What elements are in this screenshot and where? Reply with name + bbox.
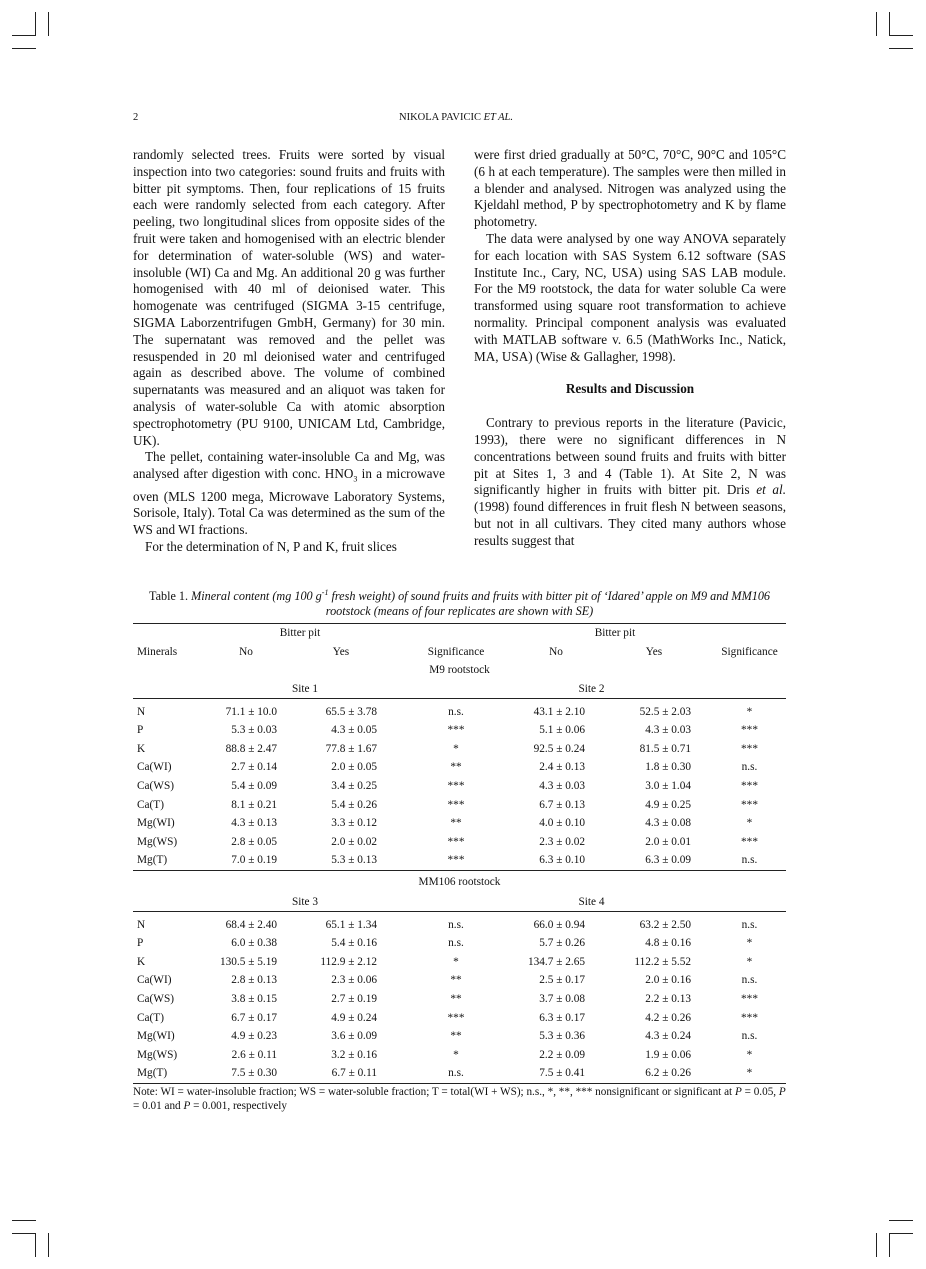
significance-cell: *: [453, 1048, 459, 1061]
yes-value-cell: 6.7 ± 0.11: [287, 1064, 395, 1083]
yes-value-cell: 5.4 ± 0.16: [331, 937, 377, 950]
no-value-cell: 6.7 ± 0.17: [231, 1011, 277, 1024]
table-row: [133, 1064, 786, 1083]
significance-cell: *: [746, 817, 753, 830]
no-value-cell: 68.4 ± 2.40: [225, 918, 277, 931]
table-row: [133, 777, 786, 796]
mineral-cell: Mg(WI): [137, 1030, 175, 1043]
table-row: [133, 795, 786, 814]
yes-value-cell: 3.2 ± 0.16: [331, 1048, 377, 1061]
no-value-cell: 134.7 ± 2.65: [527, 955, 585, 968]
significance-cell: *: [453, 742, 459, 755]
significance-cell: ***: [447, 835, 465, 848]
mineral-cell: P: [137, 937, 144, 950]
mineral-table: [133, 623, 786, 1084]
yes-value-cell: 6.3 ± 0.09: [645, 854, 691, 867]
table-row: [133, 740, 786, 759]
no-value-cell: 43.1 ± 2.10: [533, 705, 585, 718]
crop-mark: [889, 48, 913, 49]
significance-cell: ***: [447, 780, 465, 793]
paragraph-text: in a microwave oven (MLS 1200 mega, Microwave Laboratory Systems, Sorisole, Italy). Total Ca was determined as the sum of the WS and WI fractions.: [133, 466, 445, 538]
table-row: [133, 851, 786, 870]
mineral-cell: Ca(T): [137, 798, 164, 811]
no-value-cell: 5.3 ± 0.03: [231, 724, 277, 737]
table-row: [133, 915, 786, 934]
section-title: Results and Discussion: [565, 381, 695, 397]
mineral-cell: K: [137, 742, 146, 755]
no-value-cell: 2.3 ± 0.02: [539, 835, 585, 848]
yes-value-cell: 4.9 ± 0.24: [331, 1011, 377, 1024]
significance-cell: n.s.: [395, 1064, 517, 1083]
rootstock-label: M9 rootstock: [429, 664, 490, 677]
significance-cell: n.s.: [741, 974, 758, 987]
rootstock-label: MM106 rootstock: [133, 870, 786, 893]
no-value-cell: 88.8 ± 2.47: [225, 742, 277, 755]
yes-value-cell: 4.3 ± 0.03: [645, 724, 691, 737]
significance-cell: **: [450, 992, 462, 1005]
page-number: 2: [133, 112, 139, 123]
bitter-pit-header: Bitter pit: [517, 624, 713, 643]
significance-cell: n.s.: [741, 761, 758, 774]
significance-cell: ***: [447, 798, 465, 811]
no-value-cell: 7.5 ± 0.30: [205, 1064, 287, 1083]
no-value-cell: 5.4 ± 0.09: [231, 780, 277, 793]
site-label: Site 1: [205, 680, 517, 699]
caption-text: Mineral content (mg 100 g: [191, 589, 322, 604]
crop-mark: [12, 48, 36, 49]
no-value-cell: 4.3 ± 0.03: [539, 780, 585, 793]
yes-value-cell: 3.6 ± 0.09: [331, 1030, 377, 1043]
no-value-cell: 2.4 ± 0.13: [539, 761, 585, 774]
crop-mark: [12, 35, 36, 36]
site-row: [133, 893, 786, 912]
mineral-cell: P: [137, 724, 144, 737]
significance-cell: *: [746, 937, 753, 950]
table-row: [133, 971, 786, 990]
yes-value-cell: 2.0 ± 0.01: [645, 835, 691, 848]
table-note: [133, 1085, 786, 1113]
mineral-cell: Ca(WS): [137, 780, 175, 793]
yes-value-cell: 4.3 ± 0.08: [645, 817, 691, 830]
no-value-cell: 2.7 ± 0.14: [231, 761, 277, 774]
no-value-cell: 6.7 ± 0.13: [539, 798, 585, 811]
no-value-cell: 5.3 ± 0.36: [539, 1030, 585, 1043]
paragraph-text: The pellet, containing water-insoluble Ca and Mg, was analysed after digestion with conc. HNO: [133, 449, 445, 482]
running-head-author: NIKOLA PAVICIC: [399, 112, 481, 123]
mineral-cell: Ca(WS): [137, 992, 175, 1005]
table-caption: [133, 585, 786, 619]
crop-mark: [12, 1233, 36, 1234]
significance-cell: ***: [741, 724, 758, 737]
running-head: [399, 112, 513, 123]
yes-value-cell: 1.9 ± 0.06: [645, 1048, 691, 1061]
no-value-cell: 6.3 ± 0.17: [539, 1011, 585, 1024]
no-value-cell: 3.7 ± 0.08: [539, 992, 585, 1005]
note-text: = 0.05,: [741, 1086, 779, 1098]
site-label: Site 4: [517, 893, 786, 912]
yes-value-cell: 77.8 ± 1.67: [325, 742, 377, 755]
paragraph: randomly selected trees. Fruits were sorted by visual inspection into two categories: sound fruits and fruits with bitter pit symptoms. Then, four replications of 15 fruits each were randomly selected from each category. After peeling, two longitudinal slices from opposite sides of the fruit were taken and homogenised with an electric blender for determination of water-soluble (WS) and water-insoluble (WI) Ca and Mg. An additional 20 g was further homogenised with 40 ml of deionised water. This homogenate was centrifuged (SIGMA 3-15 centrifuge, SIGMA Laborzentrifugen GmbH, Germany) for 30 min. The supernatant was removed and the pellet was resuspended in 20 ml deionised water and centrifuged again as described above. The volume of combined supernatants was measured and an aliquot was taken for analysis of water-soluble Ca with atomic absorption spectrophotometry (PU 9100, UNICAM Ltd, Cambridge, UK).: [133, 147, 445, 448]
mineral-cell: N: [137, 705, 146, 718]
yes-value-cell: 3.4 ± 0.25: [331, 780, 377, 793]
yes-value-cell: 2.2 ± 0.13: [645, 992, 691, 1005]
crop-mark: [12, 1220, 36, 1221]
col-header-no: No: [239, 645, 253, 658]
site-row: [133, 680, 786, 699]
no-value-cell: 8.1 ± 0.21: [231, 798, 277, 811]
significance-cell: n.s.: [448, 705, 464, 718]
caption-superscript: -1: [321, 588, 329, 597]
col-header-significance: Significance: [427, 645, 485, 658]
significance-cell: ***: [447, 854, 465, 867]
rootstock-row: [133, 870, 786, 893]
significance-cell: ***: [741, 798, 758, 811]
significance-cell: **: [450, 974, 462, 987]
no-value-cell: 2.8 ± 0.05: [231, 835, 277, 848]
mineral-cell: Mg(WI): [137, 817, 175, 830]
crop-mark: [48, 1233, 49, 1257]
note-text: Note: WI = water-insoluble fraction; WS = water-soluble fraction; T = total(WI + WS); n.s., *, **, *** nonsignificant or significant at: [133, 1086, 735, 1098]
mineral-cell: Mg(WS): [137, 1048, 178, 1061]
no-value-cell: 2.2 ± 0.09: [539, 1048, 585, 1061]
significance-cell: ***: [741, 780, 758, 793]
yes-value-cell: 2.3 ± 0.06: [331, 974, 377, 987]
mineral-cell: Mg(WS): [137, 835, 178, 848]
yes-value-cell: 2.0 ± 0.02: [331, 835, 377, 848]
table-row: [133, 721, 786, 740]
right-column: [474, 147, 786, 550]
note-p: P: [183, 1100, 191, 1112]
no-value-cell: 2.8 ± 0.13: [231, 974, 277, 987]
crop-mark: [876, 1233, 877, 1257]
caption-label: Table 1.: [148, 589, 192, 604]
significance-cell: n.s.: [741, 918, 758, 931]
no-value-cell: 5.7 ± 0.26: [539, 937, 585, 950]
mineral-cell: Ca(WI): [137, 761, 172, 774]
col-header-yes: Yes: [645, 645, 663, 658]
crop-mark: [889, 1220, 913, 1221]
note-text: = 0.001, respectively: [190, 1100, 287, 1112]
note-p: P: [778, 1086, 786, 1098]
significance-cell: ***: [741, 742, 758, 755]
crop-mark: [889, 1233, 890, 1257]
yes-value-cell: 3.3 ± 0.12: [331, 817, 377, 830]
no-value-cell: 6.3 ± 0.10: [539, 854, 585, 867]
yes-value-cell: 2.7 ± 0.19: [331, 992, 377, 1005]
significance-cell: *: [746, 955, 753, 968]
significance-cell: n.s.: [741, 854, 758, 867]
no-value-cell: 7.0 ± 0.19: [231, 854, 277, 867]
yes-value-cell: 5.3 ± 0.13: [331, 854, 377, 867]
table-row: [133, 990, 786, 1009]
no-value-cell: 2.5 ± 0.17: [539, 974, 585, 987]
significance-cell: *: [453, 955, 459, 968]
paragraph: were first dried gradually at 50°C, 70°C, 90°C and 105°C (6 h at each temperature). The samples were then milled in a blender and analysed. Nitrogen was analyzed using the Kjeldahl method, P by spectrophotometry and K by flame photometry.: [474, 147, 786, 230]
paragraph: The data were analysed by one way ANOVA separately for each location with SAS System 6.12 software (SAS Institute Inc., Cary, NC, USA) using SAS LAB module. For the M9 rootstock, the data for water soluble Ca were transformed using square root transformation to achieve normality. Principal component analysis was evaluated with MATLAB software v. 6.5 (MathWorks Inc., Natick, MA, USA) (Wise & Gallagher, 1998).: [474, 230, 786, 364]
yes-value-cell: 4.9 ± 0.25: [645, 798, 691, 811]
significance-cell: *: [746, 705, 753, 718]
no-value-cell: 3.8 ± 0.15: [231, 992, 277, 1005]
yes-value-cell: 2.0 ± 0.16: [645, 974, 691, 987]
paragraph: For the determination of N, P and K, fruit slices: [145, 538, 397, 554]
no-value-cell: 7.5 ± 0.41: [517, 1064, 595, 1083]
left-column: [133, 147, 445, 556]
col-header-significance: Significance: [721, 645, 778, 658]
no-value-cell: 4.9 ± 0.23: [231, 1030, 277, 1043]
yes-value-cell: 65.1 ± 1.34: [325, 918, 377, 931]
italic-text: et al.: [756, 482, 786, 498]
yes-value-cell: 4.3 ± 0.24: [645, 1030, 691, 1043]
significance-cell: ***: [447, 724, 465, 737]
yes-value-cell: 65.5 ± 3.78: [325, 705, 377, 718]
site-label: Site 2: [517, 680, 786, 699]
table-row: [133, 1027, 786, 1046]
table-row: [133, 702, 786, 721]
col-header-minerals: Minerals: [137, 645, 178, 658]
note-text: = 0.01 and: [133, 1100, 184, 1112]
table-row: [133, 953, 786, 972]
yes-value-cell: 63.2 ± 2.50: [639, 918, 691, 931]
table-row: [133, 1008, 786, 1027]
yes-value-cell: 4.3 ± 0.05: [331, 724, 377, 737]
col-header-no: No: [549, 645, 563, 658]
yes-value-cell: 81.5 ± 0.71: [639, 742, 691, 755]
paragraph: [474, 415, 786, 549]
crop-mark: [35, 12, 36, 36]
significance-cell: ***: [741, 992, 758, 1005]
significance-cell: **: [450, 761, 462, 774]
col-header-yes: Yes: [332, 645, 350, 658]
no-value-cell: 92.5 ± 0.24: [533, 742, 585, 755]
no-value-cell: 6.0 ± 0.38: [231, 937, 277, 950]
yes-value-cell: 5.4 ± 0.26: [331, 798, 377, 811]
crop-mark: [35, 1233, 36, 1257]
mineral-cell: Ca(WI): [137, 974, 172, 987]
mineral-cell: Mg(T): [133, 1064, 205, 1083]
significance-cell: n.s.: [448, 937, 464, 950]
table-row: [133, 758, 786, 777]
significance-cell: n.s.: [448, 918, 464, 931]
significance-cell: *: [713, 1064, 786, 1083]
rootstock-row: [133, 661, 786, 680]
crop-mark: [48, 12, 49, 36]
crop-mark: [889, 1233, 913, 1234]
yes-value-cell: 112.2 ± 5.52: [634, 955, 691, 968]
table-row: [133, 814, 786, 833]
significance-cell: ***: [741, 835, 758, 848]
crop-mark: [876, 12, 877, 36]
running-head-etal: ET AL.: [483, 112, 513, 123]
subscript: 3: [353, 474, 358, 484]
no-value-cell: 2.6 ± 0.11: [231, 1048, 277, 1061]
paragraph-text: Contrary to previous reports in the literature (Pavicic, 1993), there were no significant differences in N concentrations between sound fruits and fruits with bitter pit at Sites 1, 3 and 4 (Table 1). At Site 2, N was significantly higher in fruits with bitter pit. Dris: [474, 415, 786, 498]
significance-cell: **: [450, 817, 462, 830]
mineral-cell: Mg(T): [137, 854, 168, 867]
mineral-cell: Ca(T): [137, 1011, 164, 1024]
note-p: P: [734, 1086, 742, 1098]
bitter-pit-header: Bitter pit: [205, 624, 395, 643]
no-value-cell: 130.5 ± 5.19: [219, 955, 277, 968]
no-value-cell: 71.1 ± 10.0: [225, 705, 277, 718]
table-row: [133, 833, 786, 852]
yes-value-cell: 6.2 ± 0.26: [595, 1064, 713, 1083]
yes-value-cell: 1.8 ± 0.30: [645, 761, 691, 774]
significance-cell: ***: [447, 1011, 465, 1024]
significance-cell: **: [450, 1030, 462, 1043]
table-header-row: [133, 643, 786, 662]
paragraph: [133, 449, 445, 539]
no-value-cell: 66.0 ± 0.94: [533, 918, 585, 931]
caption-text: fresh weight) of sound fruits and fruits with bitter pit of ‘Idared’ apple on M9 and MM106 rootstock (means of four replicates are shown with SE): [325, 589, 771, 619]
table-header-row: [133, 624, 786, 643]
crop-mark: [889, 12, 890, 36]
significance-cell: n.s.: [741, 1030, 758, 1043]
yes-value-cell: 4.8 ± 0.16: [645, 937, 691, 950]
no-value-cell: 4.0 ± 0.10: [539, 817, 585, 830]
crop-mark: [889, 35, 913, 36]
yes-value-cell: 3.0 ± 1.04: [645, 780, 691, 793]
paragraph-text: (1998) found differences in fruit flesh N between seasons, but not in all cultivars. They cited many authors whose results suggest that: [474, 499, 786, 548]
yes-value-cell: 2.0 ± 0.05: [331, 761, 377, 774]
table-row: [133, 934, 786, 953]
yes-value-cell: 4.2 ± 0.26: [645, 1011, 691, 1024]
mineral-cell: K: [137, 955, 146, 968]
site-label: Site 3: [205, 893, 517, 912]
no-value-cell: 5.1 ± 0.06: [539, 724, 585, 737]
table-row: [133, 1045, 786, 1064]
significance-cell: ***: [741, 1011, 758, 1024]
significance-cell: *: [746, 1048, 753, 1061]
no-value-cell: 4.3 ± 0.13: [231, 817, 277, 830]
yes-value-cell: 52.5 ± 2.03: [639, 705, 691, 718]
yes-value-cell: 112.9 ± 2.12: [320, 955, 377, 968]
mineral-cell: N: [137, 918, 146, 931]
